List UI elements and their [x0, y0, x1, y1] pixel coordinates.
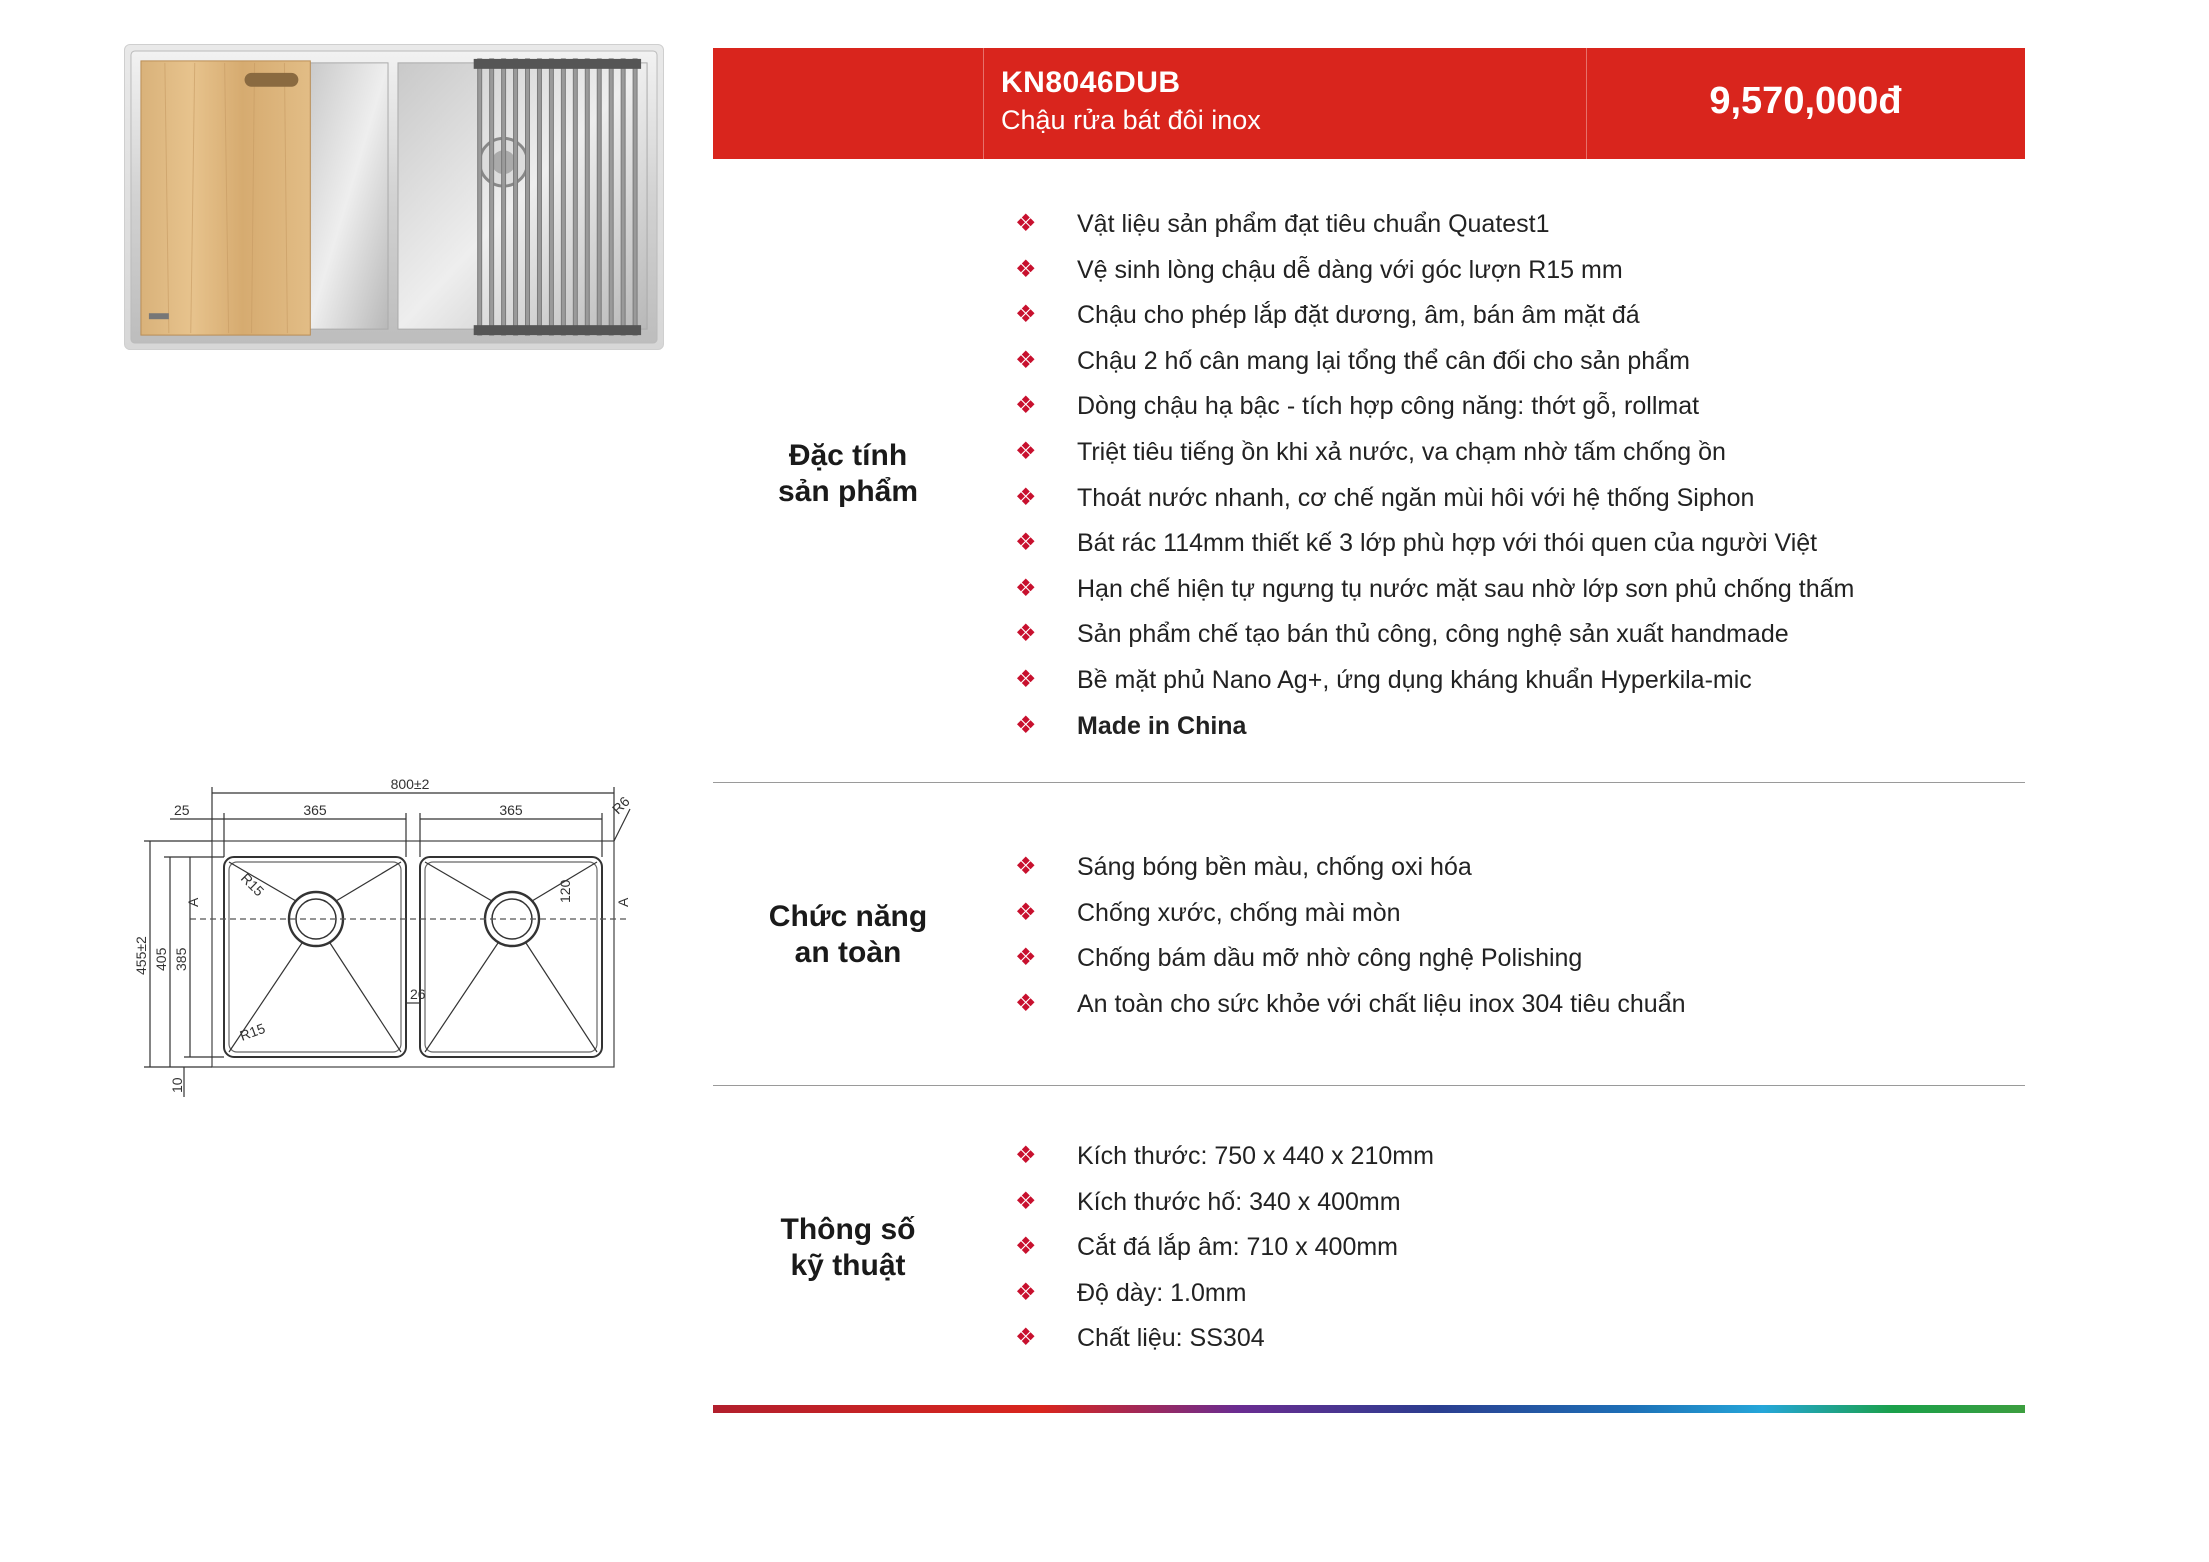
- dim-height-inner: 405: [153, 947, 169, 971]
- list-item: ❖ Kích thước hố: 340 x 400mm: [1015, 1184, 1434, 1230]
- sink-photo-illustration: [125, 45, 663, 349]
- diamond-cluster-icon: ❖: [1015, 898, 1037, 926]
- diamond-cluster-icon: ❖: [1015, 1187, 1037, 1215]
- product-photo: [124, 44, 664, 350]
- list-item: ❖ An toàn cho sức khỏe với chất liệu inox 304 tiêu chuẩn: [1015, 986, 1686, 1032]
- dim-height-bowl: 385: [173, 947, 189, 971]
- diamond-cluster-icon: ❖: [1015, 1324, 1037, 1352]
- section-label: [713, 438, 983, 510]
- diamond-cluster-icon: ❖: [1015, 574, 1037, 602]
- diamond-cluster-icon: ❖: [1015, 1142, 1037, 1169]
- dim-corner-outer: R6: [608, 793, 633, 818]
- section-label-line1: Thông số: [780, 1213, 916, 1246]
- list-item: ❖ Dòng chậu hạ bậc - tích hợp công năng: thớt gỗ, rollmat: [1015, 388, 1854, 434]
- dim-bowl-left: 365: [303, 802, 327, 818]
- section-label-line2: sản phẩm: [777, 475, 919, 508]
- section-mark-right: A: [615, 897, 631, 907]
- list-item: ❖ Chậu cho phép lắp đặt dương, âm, bán âm mặt đá: [1015, 297, 1854, 343]
- list-item: ❖ Độ dày: 1.0mm: [1015, 1275, 1434, 1321]
- dim-corner-bottom: R15: [237, 1019, 268, 1044]
- product-header: [713, 48, 2025, 159]
- list-item: ❖ Made in China: [1015, 708, 1854, 754]
- sink-dimension-drawing: [130, 775, 640, 1105]
- spec-list: [1015, 1138, 1434, 1366]
- diamond-cluster-icon: ❖: [1015, 944, 1037, 972]
- diamond-cluster-icon: ❖: [1015, 210, 1037, 237]
- dim-total-width: 800±2: [390, 776, 430, 792]
- list-item: ❖ Chống bám dầu mỡ nhờ công nghệ Polishing: [1015, 940, 1686, 986]
- list-item: ❖ Bát rác 114mm thiết kế 3 lớp phù hợp với thói quen của người Việt: [1015, 525, 1854, 571]
- list-item: ❖ Triệt tiêu tiếng ồn khi xả nước, va chạm nhờ tấm chống ồn: [1015, 434, 1854, 480]
- diamond-cluster-icon: ❖: [1015, 483, 1037, 511]
- list-item: ❖ Vật liệu sản phẩm đạt tiêu chuẩn Quatest1: [1015, 206, 1854, 252]
- section-label: [713, 899, 983, 971]
- section-mark-left: A: [185, 897, 201, 907]
- list-item: ❖ Sản phẩm chế tạo bán thủ công, công nghệ sản xuất handmade: [1015, 616, 1854, 662]
- list-item: ❖ Chống xước, chống mài mòn: [1015, 895, 1686, 941]
- list-item: ❖ Hạn chế hiện tự ngưng tụ nước mặt sau nhờ lớp sơn phủ chống thấm: [1015, 571, 1854, 617]
- diamond-cluster-icon: ❖: [1015, 711, 1037, 739]
- product-subtitle: Chậu rửa bát đôi inox: [1001, 105, 1261, 135]
- feature-list: [1015, 206, 1854, 753]
- list-item: ❖ Vệ sinh lòng chậu dễ dàng với góc lượn R15 mm: [1015, 252, 1854, 298]
- dim-corner-top: R15: [237, 869, 268, 900]
- diamond-cluster-icon: ❖: [1015, 1233, 1037, 1261]
- diamond-cluster-icon: ❖: [1015, 853, 1037, 880]
- diamond-cluster-icon: ❖: [1015, 392, 1037, 420]
- product-code: KN8046DUB: [1001, 66, 1181, 99]
- diamond-cluster-icon: ❖: [1015, 301, 1037, 329]
- list-item: ❖ Chất liệu: SS304: [1015, 1320, 1434, 1366]
- product-price: 9,570,000đ: [1709, 80, 1902, 122]
- diamond-cluster-icon: ❖: [1015, 255, 1037, 283]
- diamond-cluster-icon: ❖: [1015, 620, 1037, 648]
- section-label-line1: Đặc tính: [788, 439, 908, 472]
- list-item: ❖ Sáng bóng bền màu, chống oxi hóa: [1015, 849, 1686, 895]
- list-item: ❖ Thoát nước nhanh, cơ chế ngăn mùi hôi với hệ thống Siphon: [1015, 480, 1854, 526]
- section-label-line2: kỹ thuật: [790, 1249, 906, 1282]
- section-label-line2: an toàn: [794, 936, 902, 969]
- diamond-cluster-icon: ❖: [1015, 437, 1037, 465]
- list-item: ❖ Bề mặt phủ Nano Ag+, ứng dụng kháng khuẩn Hyperkila-mic: [1015, 662, 1854, 708]
- section-features: [713, 198, 2025, 778]
- dim-bottom-margin: 10: [169, 1077, 185, 1093]
- dim-divider: 26: [410, 986, 426, 1002]
- diamond-cluster-icon: ❖: [1015, 529, 1037, 557]
- technical-drawing: [130, 775, 640, 1105]
- list-item: ❖ Cắt đá lắp âm: 710 x 400mm: [1015, 1229, 1434, 1275]
- dim-drain-offset: 120: [557, 879, 573, 903]
- diamond-cluster-icon: ❖: [1015, 346, 1037, 374]
- dim-bowl-right: 365: [499, 802, 523, 818]
- diamond-cluster-icon: ❖: [1015, 989, 1037, 1017]
- safety-list: [1015, 849, 1686, 1031]
- list-item: ❖ Kích thước: 750 x 440 x 210mm: [1015, 1138, 1434, 1184]
- section-safety: [713, 783, 2025, 1083]
- list-item: ❖ Chậu 2 hố cân mang lại tổng thể cân đối cho sản phẩm: [1015, 343, 1854, 389]
- section-label: [713, 1212, 983, 1284]
- section-specs: [713, 1086, 2025, 1386]
- footer-color-bar: [713, 1405, 2025, 1413]
- section-label-line1: Chức năng: [768, 900, 928, 933]
- header-divider: [983, 48, 984, 159]
- diamond-cluster-icon: ❖: [1015, 1278, 1037, 1306]
- diamond-cluster-icon: ❖: [1015, 665, 1037, 693]
- dim-left-margin: 25: [174, 802, 190, 818]
- dim-height-total: 455±2: [133, 936, 149, 975]
